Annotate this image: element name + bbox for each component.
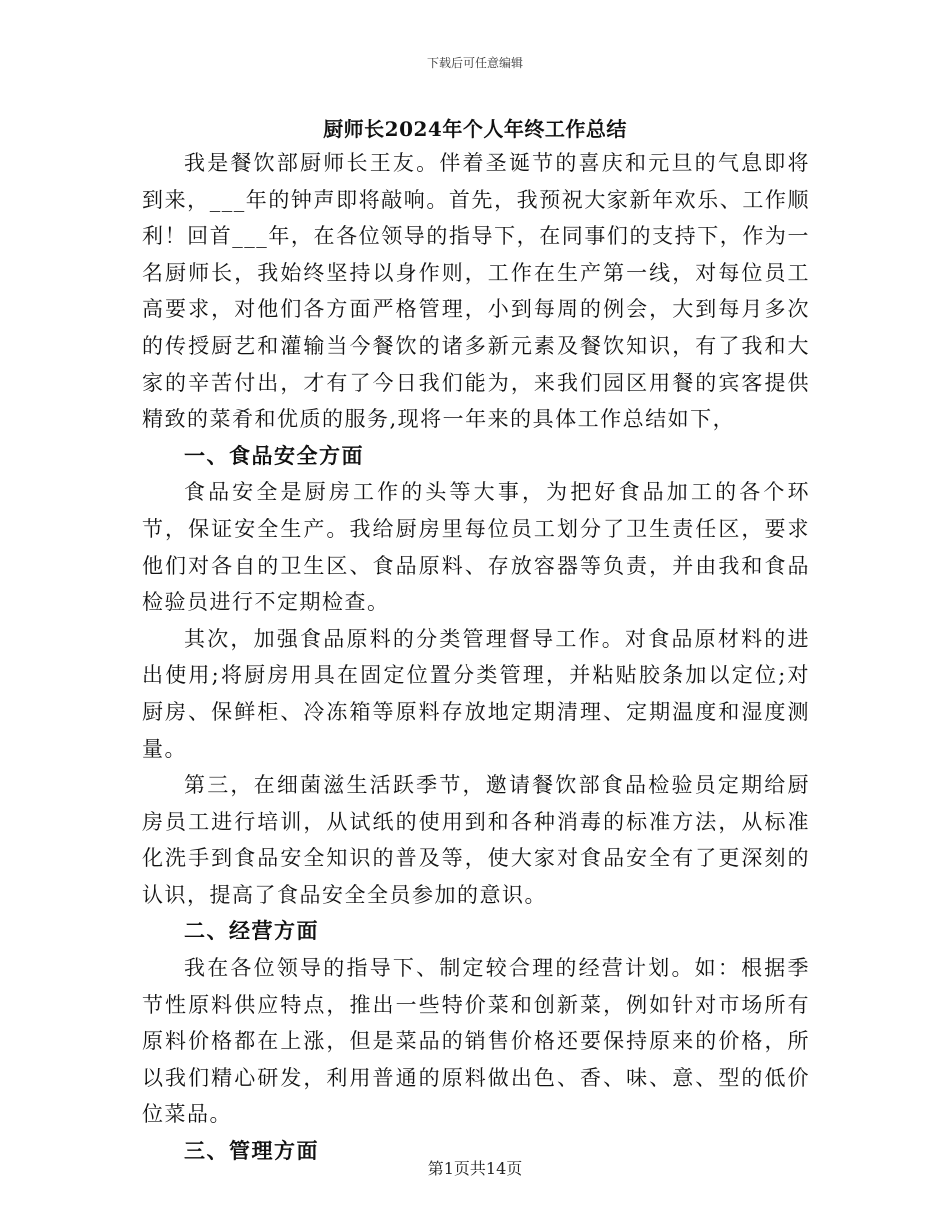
intro-paragraph: 我是餐饮部厨师长王友。伴着圣诞节的喜庆和元旦的气息即将到来，___年的钟声即将敲响。首先，我预祝大家新年欢乐、工作顺利！回首___年，在各位领导的指导下，在同事们的支持下，作为一名厨师长，我始终坚持以身作则，工作在生产第一线，对每位员工高要求，对他们各方面严格管理，小到每周的例会，大到每月多次的传授厨艺和灌输当今餐饮的诸多新元素及餐饮知识，有了我和大家的辛苦付出，才有了今日我们能为，来我们园区用餐的宾客提供精致的菜肴和优质的服务,现将一年来的具体工作总结如下， xyxy=(142,151,810,432)
page-footer: 第1页共14页 xyxy=(427,1159,523,1178)
section-heading-management: 三、管理方面 xyxy=(184,1138,319,1164)
paragraph: 食品安全是厨房工作的头等大事，为把好食品加工的各个环节，保证安全生产。我给厨房里每位员工划分了卫生责任区，要求他们对各自的卫生区、食品原料、存放容器等负责，并由我和食品检验员进行不定期检查。 xyxy=(142,480,810,615)
paragraph: 第三，在细菌滋生活跃季节，邀请餐饮部食品检验员定期给厨房员工进行培训，从试纸的使用到和各种消毒的标准方法，从标准化洗手到食品安全知识的普及等，使大家对食品安全有了更深刻的认识，提高了食品安全全员参加的意识。 xyxy=(142,773,810,907)
paragraph: 我在各位领导的指导下、制定较合理的经营计划。如：根据季节性原料供应特点，推出一些特价菜和创新菜，例如针对市场所有原料价格都在上涨，但是菜品的销售价格还要保持原来的价格，所以我们精心研发，利用普通的原料做出色、香、味、意、型的低价位菜品。 xyxy=(142,956,810,1127)
document-body xyxy=(142,145,810,1170)
section-heading-operations: 二、经营方面 xyxy=(184,918,319,944)
header-note: 下载后可任意编辑 xyxy=(426,56,523,70)
section-heading-food-safety: 一、食品安全方面 xyxy=(184,442,364,468)
document-title: 厨师长2024年个人年终工作总结 xyxy=(323,117,627,141)
paragraph: 其次，加强食品原料的分类管理督导工作。对食品原材料的进出使用;将厨房用具在固定位置分类管理，并粘贴胶条加以定位;对厨房、保鲜柜、冷冻箱等原料存放地定期清理、定期温度和湿度测量。 xyxy=(142,626,810,761)
